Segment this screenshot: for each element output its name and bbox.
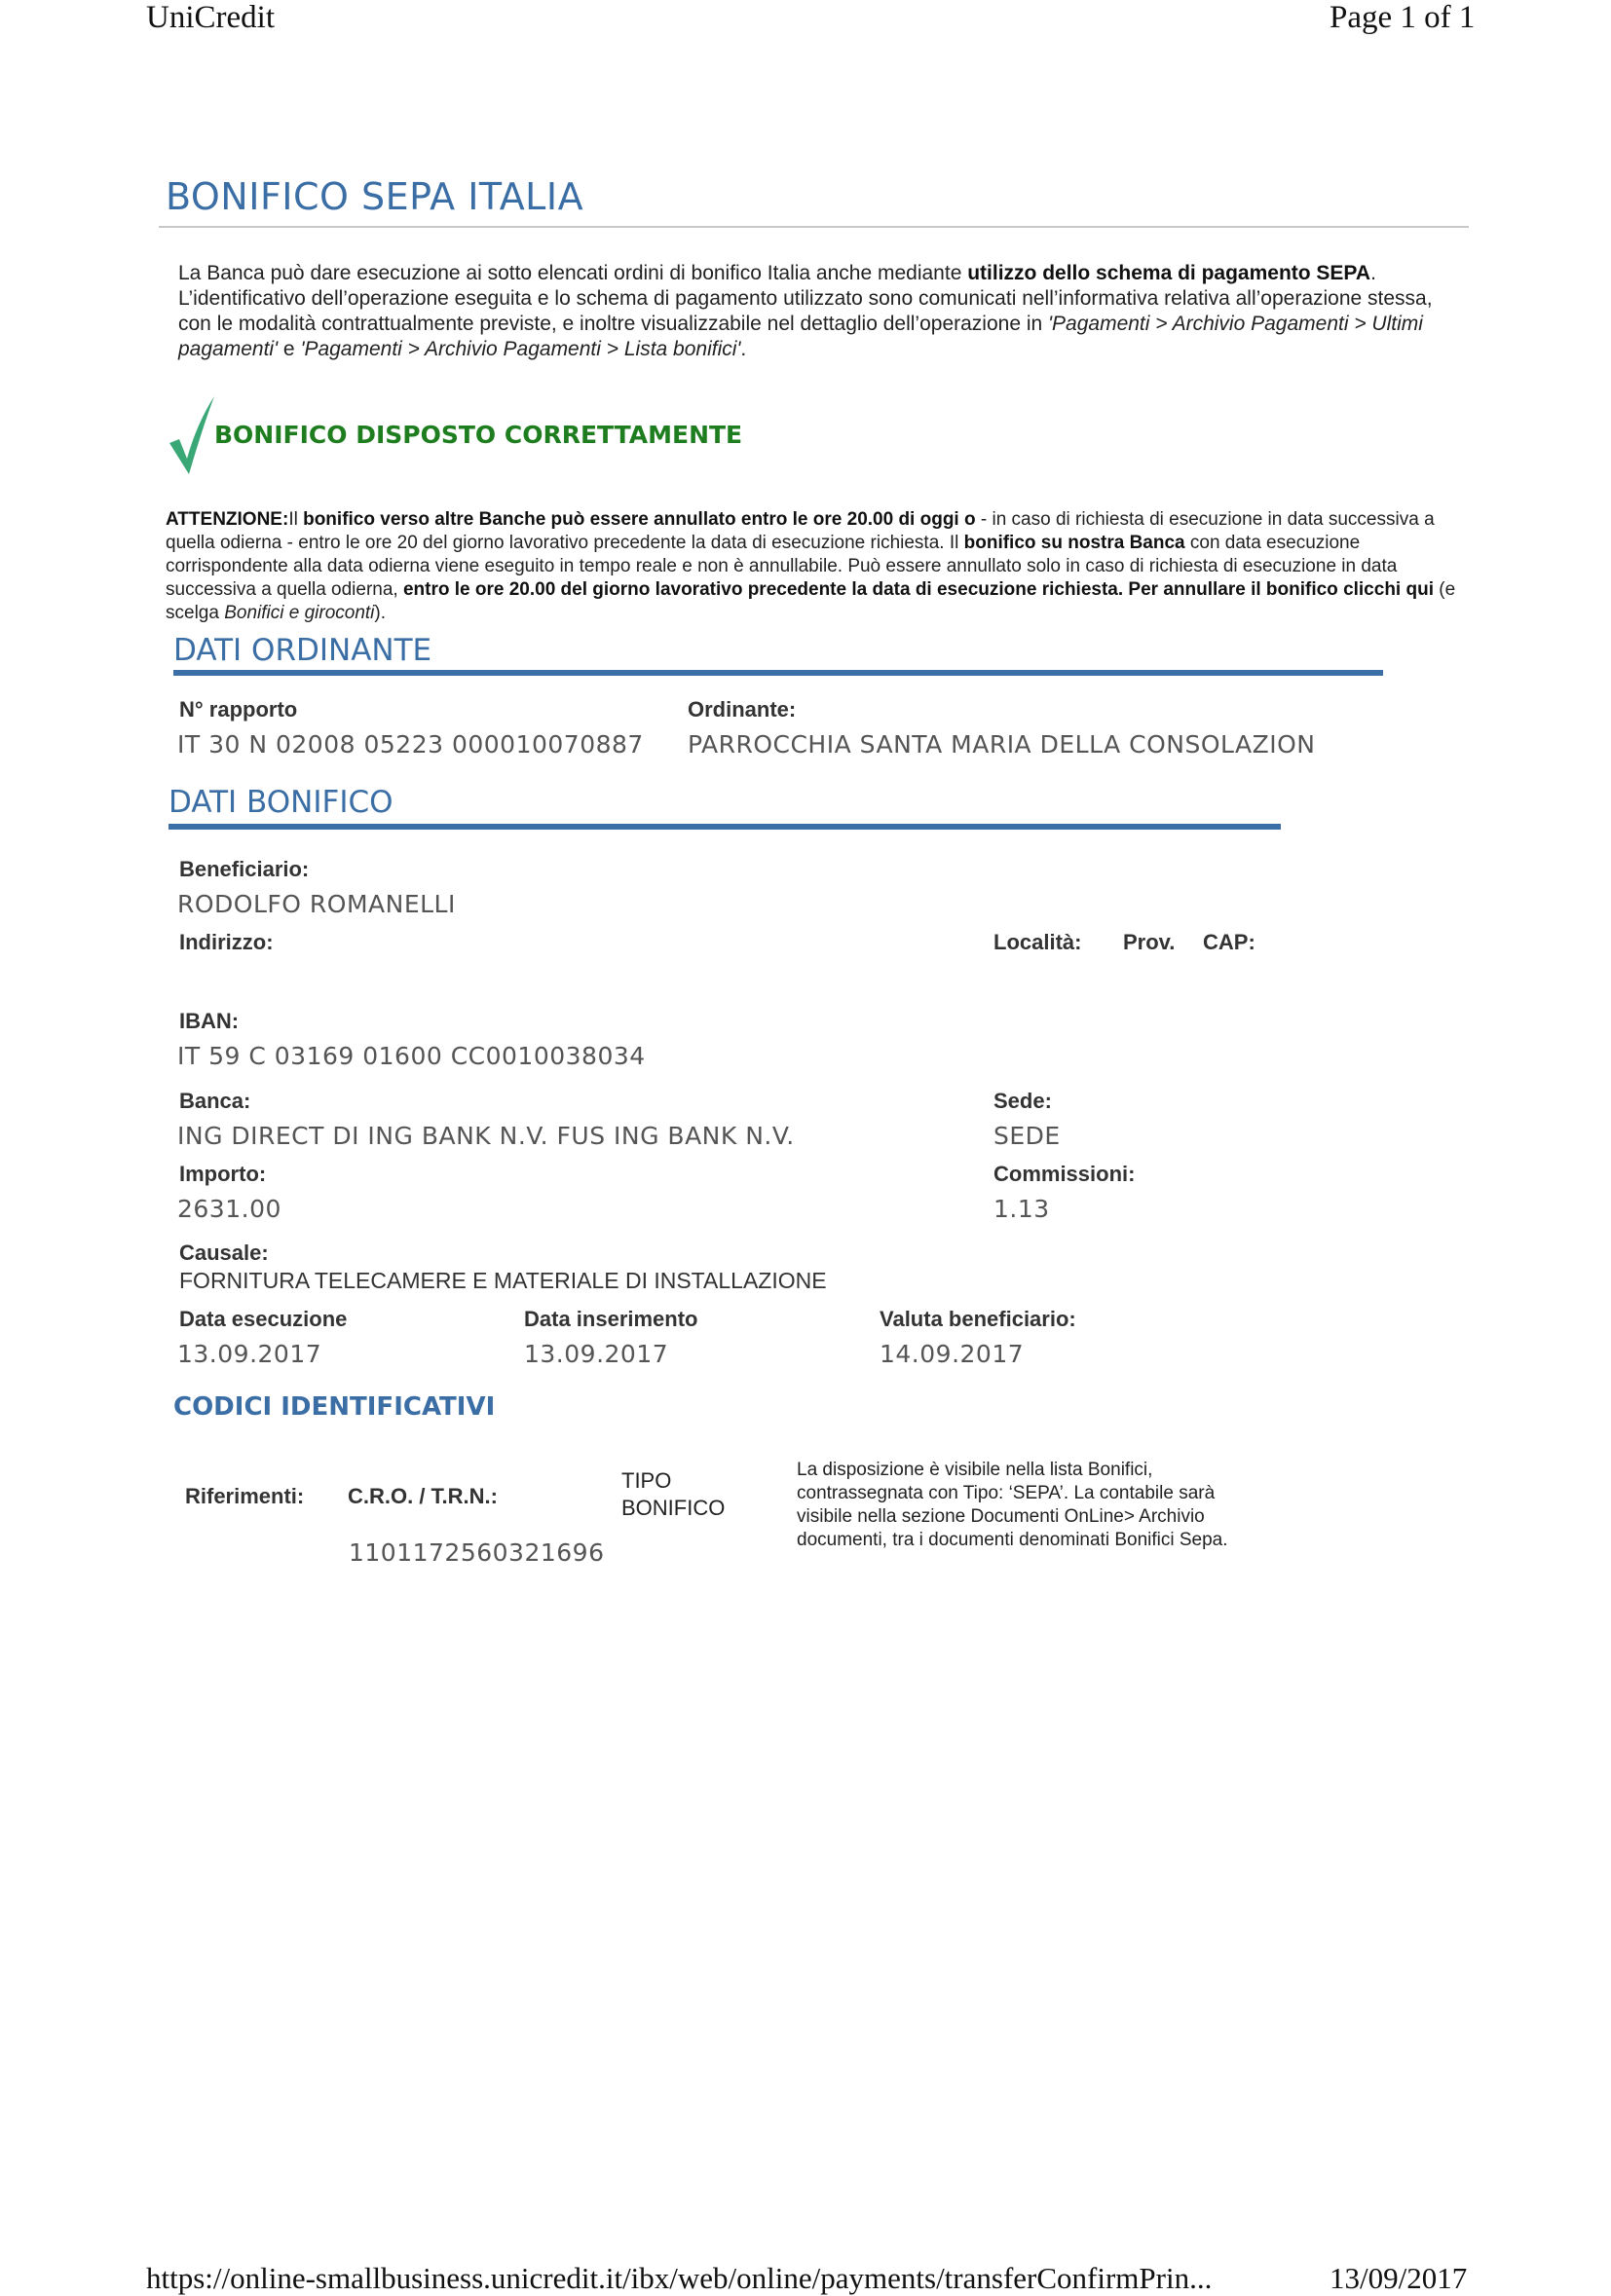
localita-label: Località: xyxy=(993,930,1082,954)
tipo-label-2: BONIFICO xyxy=(621,1496,726,1520)
indirizzo-label: Indirizzo: xyxy=(179,930,274,954)
cap-label: CAP: xyxy=(1203,930,1255,954)
intro-text-3: e xyxy=(278,338,301,360)
intro-path-ultimi: 'Pagamenti > Archivio Pagamenti > Ultimi pagamenti' xyxy=(178,313,1423,360)
intro-bold-sepa: utilizzo dello schema di pagamento SEPA xyxy=(967,262,1371,284)
section-dati-ordinante: DATI ORDINANTE xyxy=(173,633,432,668)
sede-label: Sede: xyxy=(993,1089,1052,1113)
attention-bold-3: entro le ore 20.00 del giorno lavorativo precedente la data di esecuzione richiesta. Per annullare il bonifico xyxy=(402,579,1338,600)
valuta-label: Valuta beneficiario: xyxy=(880,1307,1076,1331)
iban-label: IBAN: xyxy=(179,1009,240,1033)
intro-text-4: . xyxy=(740,338,747,360)
section-rule-ordinante xyxy=(173,670,1383,676)
section-dati-bonifico: DATI BONIFICO xyxy=(169,785,393,820)
commissioni-label: Commissioni: xyxy=(993,1162,1136,1186)
checkmark-icon xyxy=(168,394,216,481)
cancel-transfer-link[interactable]: clicchi qui xyxy=(1343,579,1434,600)
attention-text-3: con data esecuzione corrispondente alla data odierna viene eseguito in tempo reale e non è annullabile. Può essere annullato solo in caso di richiesta di esecuzione in data successiva a quella odierna, xyxy=(166,533,1398,600)
attention-italic: Bonifici e giroconti xyxy=(224,603,375,623)
data-esecuzione-value: 13.09.2017 xyxy=(177,1340,322,1368)
attention-bold-2: bonifico su nostra Banca xyxy=(963,533,1185,553)
intro-path-lista: 'Pagamenti > Archivio Pagamenti > Lista bonifici' xyxy=(300,338,741,360)
footer-date: 13/09/2017 xyxy=(1330,2261,1468,2295)
data-inserimento-label: Data inserimento xyxy=(524,1307,698,1331)
causale-label: Causale: xyxy=(179,1241,269,1265)
attention-bold-1: bonifico verso altre Banche può essere annullato entro le ore 20.00 di oggi o xyxy=(303,509,976,530)
header-app-name: UniCredit xyxy=(146,0,275,35)
beneficiario-label: Beneficiario: xyxy=(179,857,310,881)
success-message: BONIFICO DISPOSTO CORRETTAMENTE xyxy=(214,421,743,449)
cro-value: 1101172560321696 xyxy=(349,1538,605,1567)
importo-label: Importo: xyxy=(179,1162,267,1186)
attention-label: ATTENZIONE: xyxy=(166,509,289,530)
data-esecuzione-label: Data esecuzione xyxy=(179,1307,348,1331)
title-divider xyxy=(159,226,1469,228)
data-inserimento-value: 13.09.2017 xyxy=(524,1340,669,1368)
sede-value: SEDE xyxy=(993,1122,1061,1150)
section-rule-bonifico xyxy=(169,824,1281,830)
prov-label: Prov. xyxy=(1123,930,1176,954)
ordinante-label: Ordinante: xyxy=(688,697,797,722)
ordinante-value: PARROCCHIA SANTA MARIA DELLA CONSOLAZION xyxy=(688,730,1316,759)
section-codici-identificativi: CODICI IDENTIFICATIVI xyxy=(173,1392,496,1422)
iban-value: IT 59 C 03169 01600 CC0010038034 xyxy=(177,1042,646,1070)
attention-text-5: (e scelga xyxy=(166,579,1456,623)
attention-text-2: - in caso di richiesta di esecuzione in data successiva a quella odierna - entro le ore 20 del giorno lavorativo precedente la data di esecuzione richiesta. Il xyxy=(166,509,1435,553)
commissioni-value: 1.13 xyxy=(993,1195,1050,1223)
valuta-value: 14.09.2017 xyxy=(880,1340,1025,1368)
beneficiario-value: RODOLFO ROMANELLI xyxy=(177,890,456,918)
cro-label: C.R.O. / T.R.N.: xyxy=(348,1484,498,1508)
rapporto-value: IT 30 N 02008 05223 000010070887 xyxy=(177,730,644,759)
intro-text-2: . L’identificativo dell’operazione eseguita e lo schema di pagamento utilizzato sono comunicati nell’informativa relativa all’operazione stessa, con le modalità contrattualmente previste, e inoltre visualizzabile nel dettaglio dell’operazione in xyxy=(178,262,1433,335)
attention-paragraph xyxy=(166,508,1461,625)
rapporto-label: N° rapporto xyxy=(179,697,298,722)
causale-value: FORNITURA TELECAMERE E MATERIALE DI INSTALLAZIONE xyxy=(179,1268,827,1293)
attention-text-6: ). xyxy=(374,603,387,623)
banca-label: Banca: xyxy=(179,1089,251,1113)
banca-value: ING DIRECT DI ING BANK N.V. FUS ING BANK N.V. xyxy=(177,1122,795,1150)
riferimenti-label: Riferimenti: xyxy=(185,1484,305,1508)
intro-paragraph xyxy=(178,261,1459,362)
importo-value: 2631.00 xyxy=(177,1195,281,1223)
sepa-visibility-note: La disposizione è visibile nella lista Bonifici, contrassegnata con Tipo: ‘SEPA’. La contabile sarà visibile nella sezione Documenti OnLine> Archivio documenti, tra i documenti denominati Bonifici Sepa. xyxy=(797,1460,1228,1550)
header-page-number: Page 1 of 1 xyxy=(1330,0,1476,35)
page-title: BONIFICO SEPA ITALIA xyxy=(166,175,584,218)
intro-text-1: La Banca può dare esecuzione ai sotto elencati ordini di bonifico Italia anche mediante xyxy=(178,262,968,284)
attention-text-1: Il xyxy=(288,509,304,530)
footer-url: https://online-smallbusiness.unicredit.it/ibx/web/online/payments/transferConfirmPrin... xyxy=(146,2261,1213,2295)
tipo-label-1: TIPO xyxy=(621,1468,672,1493)
